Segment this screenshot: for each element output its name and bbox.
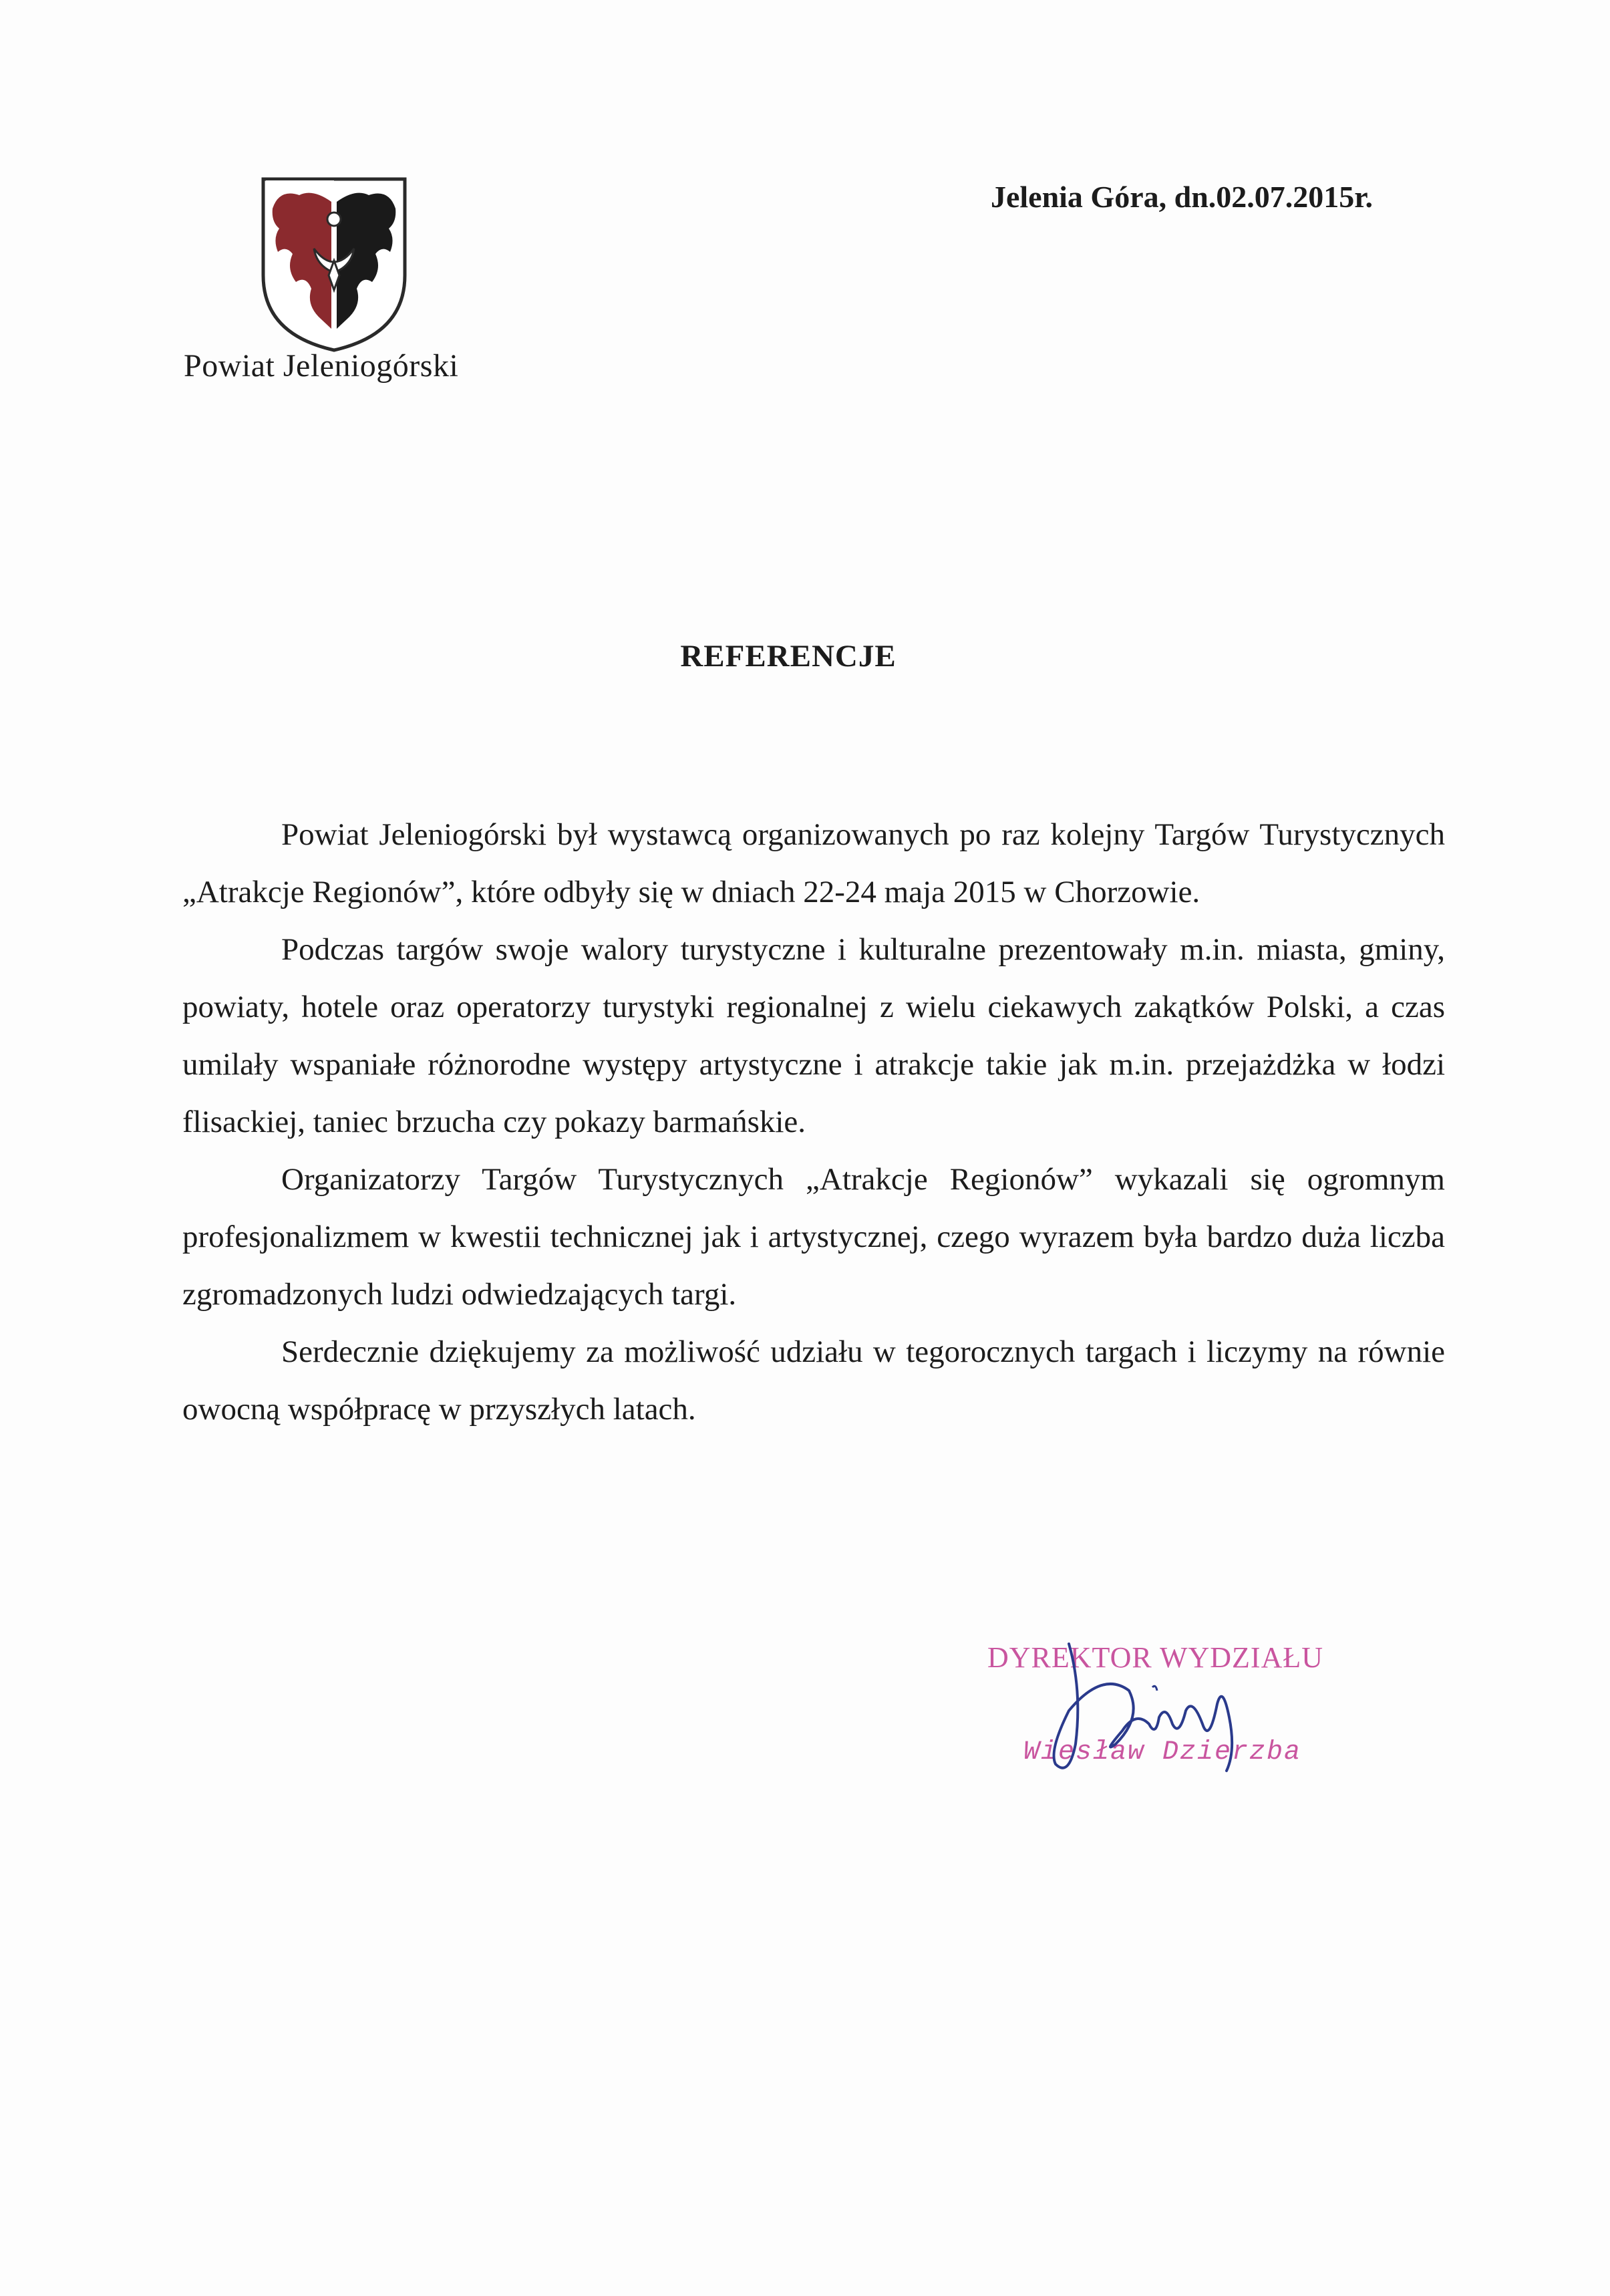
issuer-name: Powiat Jeleniogórski <box>184 348 459 384</box>
coat-of-arms-icon <box>259 175 409 354</box>
letter-body <box>182 806 1445 1438</box>
paragraph: Powiat Jeleniogórski był wystawcą organizowanych po raz kolejny Targów Turystycznych „Atrakcje Regionów”, które odbyły się w dniach 22-24 maja 2015 w Chorzowie. <box>182 817 1445 909</box>
stamp-name: Wiesław Dzierzba <box>1023 1737 1302 1767</box>
paragraph: Organizatorzy Targów Turystycznych „Atrakcje Regionów” wykazali się ogromnym profesjonalizmem w kwestii technicznej jak i artystycznej, czego wyrazem była bardzo duża liczba zgromadzonych ludzi odwiedzających targi. <box>182 1162 1445 1312</box>
handwritten-signature <box>1042 1630 1263 1804</box>
letter-date: Jelenia Góra, dn.02.07.2015r. <box>990 180 1373 214</box>
stamp-title: DYREKTOR WYDZIAŁU <box>987 1641 1323 1674</box>
paragraph: Podczas targów swoje walory turystyczne i kulturalne prezentowały m.in. miasta, gminy, powiaty, hotele oraz operatorzy turystyki regionalnej z wielu ciekawych zakątków Polski, a czas umilały wspaniałe różnorodne występy artystyczne i atrakcje takie jak m.in. przejażdżka w łodzi flisackiej, taniec brzucha czy pokazy barmańskie. <box>182 932 1445 1139</box>
paragraph: Serdecznie dziękujemy za możliwość udziału w tegorocznych targach i liczymy na równie owocną współpracę w przyszłych latach. <box>182 1334 1445 1427</box>
document-title: REFERENCJE <box>680 639 897 674</box>
